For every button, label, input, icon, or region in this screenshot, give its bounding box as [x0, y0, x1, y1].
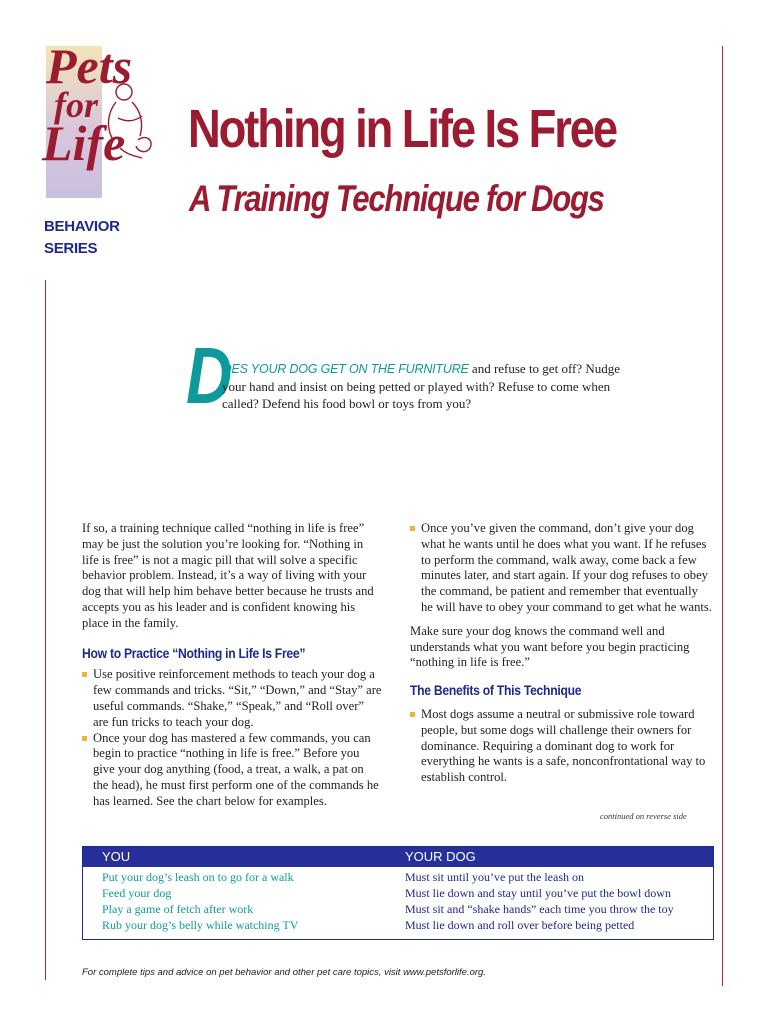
table-row	[83, 902, 713, 918]
table-cell-dog: Must lie down and stay until you’ve put the bowl down	[405, 886, 671, 900]
logo-line-for: for	[54, 85, 98, 125]
table-cell-dog: Must sit until you’ve put the leash on	[405, 870, 584, 884]
command-list	[410, 521, 712, 616]
table-row	[83, 918, 713, 934]
how-to-list	[82, 667, 382, 809]
left-column	[82, 521, 382, 810]
person-and-dog-illustration-icon	[98, 78, 158, 178]
table-cell-you: Play a game of fetch after work	[102, 902, 254, 916]
behavior-series-label	[44, 216, 134, 260]
continued-note: continued on reverse side	[600, 811, 687, 821]
intro-lead: OES YOUR DOG GET ON THE FURNITURE	[222, 362, 469, 376]
footer-note: For complete tips and advice on pet behavior and other pet care topics, visit www.petsforlife.org.	[82, 967, 486, 978]
table-cell-dog: Must lie down and roll over before being petted	[405, 918, 635, 932]
list-item: Most dogs assume a neutral or submissive role toward people, but some dogs will challenge their owners for dominance. Requiring a dominant dog to work for everything he wants is a safe, nonconfrontational way to establish control.	[410, 707, 712, 786]
table-cell-you: Feed your dog	[102, 886, 172, 900]
table-row	[83, 870, 713, 886]
list-item: Once your dog has mastered a few commands, you can begin to practice “nothing in life is free.” Before you give your dog anything (food, a treat, a walk, a pat on the head), he must first perform one of the commands he has learned. See the chart below for examples.	[82, 731, 382, 810]
drop-cap: D	[186, 331, 233, 420]
benefits-list	[410, 707, 712, 786]
col1-paragraph: If so, a training technique called “nothing in life is free” may be just the solution you’re looking for. “Nothing in life is free” is not a magic pill that will solve a specific behavior problem. Instead, it’s a way of living with your dog that will help him behave better because he trusts and accepts you as his leader and is confident knowing his place in the family.	[82, 521, 374, 630]
right-column	[410, 521, 712, 786]
how-to-practice-heading: How to Practice “Nothing in Life Is Free”	[82, 645, 306, 661]
right-rule	[722, 46, 723, 986]
list-item: Use positive reinforcement methods to teach your dog a few commands and tricks. “Sit,” “Down,” and “Stay” are useful commands. “Shake,” “Speak,” and “Roll over” are fun tricks to teach your dog.	[82, 667, 382, 730]
examples-table	[82, 846, 714, 940]
header-you: YOU	[102, 849, 131, 864]
left-rule	[45, 280, 46, 980]
page-title: Nothing in Life Is Free	[188, 99, 617, 159]
intro-rest: and refuse to get off? Nudge your hand and insist on being petted or played with? Refuse to come when called? Defend his food bowl or toys from you?	[222, 361, 621, 411]
list-item: Once you’ve given the command, don’t give your dog what he wants until he does what you want. If he refuses to perform the command, walk away, come back a few minutes later, and start again. If your dog refuses to obey the command, be patient and remember that eventually he will have to obey your command to get what he wants.	[410, 521, 712, 616]
series-line-1: BEHAVIOR	[44, 218, 120, 235]
logo-line-life: Life	[42, 115, 126, 172]
page-subtitle: A Training Technique for Dogs	[189, 178, 604, 219]
benefits-heading: The Benefits of This Technique	[410, 683, 582, 699]
table-cell-dog: Must sit and “shake hands” each time you throw the toy	[405, 902, 674, 916]
col2-paragraph: Make sure your dog knows the command well and understands what you want before you begin practicing “nothing in life is free.”	[410, 623, 690, 670]
table-row	[83, 886, 713, 902]
table-header	[83, 847, 713, 867]
table-cell-you: Put your dog’s leash on to go for a walk	[102, 870, 294, 884]
table-cell-you: Rub your dog’s belly while watching TV	[102, 918, 299, 932]
series-line-2: SERIES	[44, 240, 98, 257]
intro-paragraph	[222, 360, 622, 412]
header-your-dog: YOUR DOG	[405, 849, 476, 864]
logo-line-pets: Pets	[46, 38, 133, 94]
